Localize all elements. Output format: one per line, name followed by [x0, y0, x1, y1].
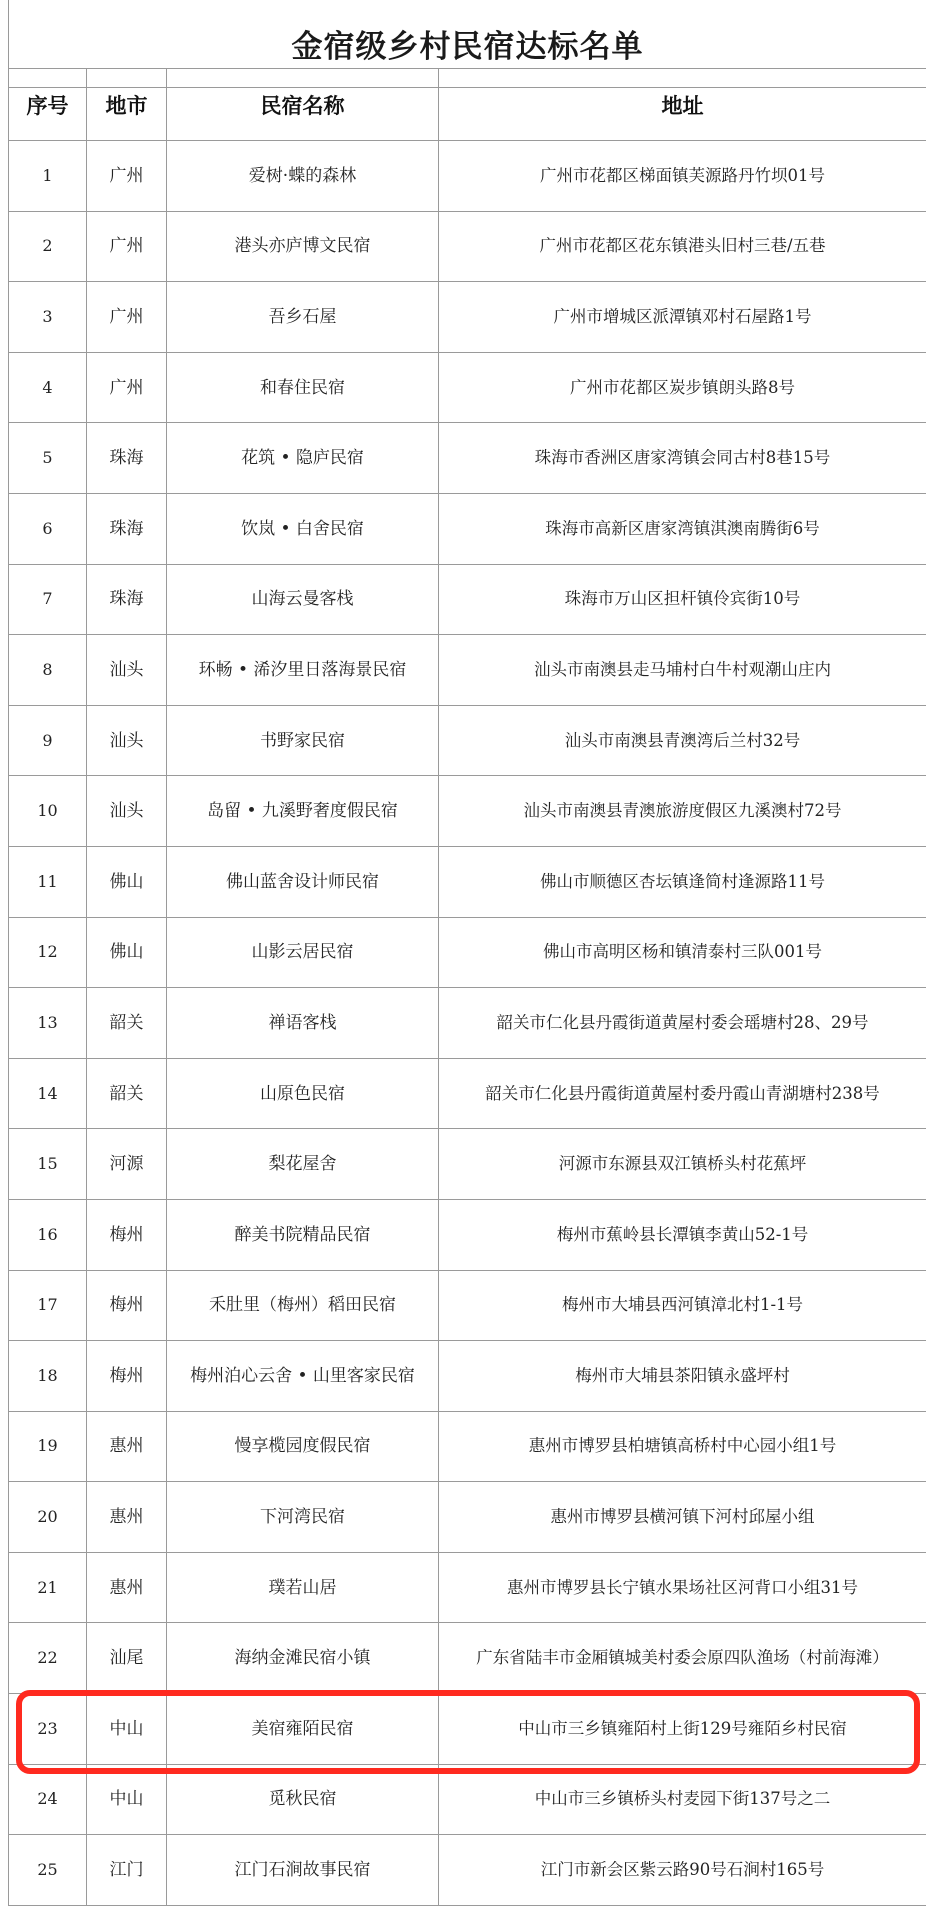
- row-address: 珠海市万山区担杆镇伶宾街10号: [439, 564, 926, 635]
- row-number: 12: [9, 917, 87, 988]
- row-lodging-name: 梨花屋舍: [167, 1129, 439, 1200]
- row-lodging-name: 和春住民宿: [167, 352, 439, 423]
- row-city: 河源: [87, 1129, 167, 1200]
- row-address: 广东省陆丰市金厢镇城美村委会原四队渔场（村前海滩）: [439, 1623, 926, 1694]
- table-row: [9, 635, 926, 706]
- table-row: [9, 423, 926, 494]
- row-city: 珠海: [87, 564, 167, 635]
- row-address: 佛山市顺德区杏坛镇逢简村逢源路11号: [439, 846, 926, 917]
- row-lodging-name: 山原色民宿: [167, 1058, 439, 1129]
- row-address: 韶关市仁化县丹霞街道黄屋村委会瑶塘村28、29号: [439, 988, 926, 1059]
- row-city: 中山: [87, 1764, 167, 1835]
- row-city: 广州: [87, 141, 167, 212]
- table-row: [9, 564, 926, 635]
- row-city: 梅州: [87, 1341, 167, 1412]
- row-address: 韶关市仁化县丹霞街道黄屋村委丹霞山青湖塘村238号: [439, 1058, 926, 1129]
- row-number: 15: [9, 1129, 87, 1200]
- row-address: 中山市三乡镇桥头村麦园下街137号之二: [439, 1764, 926, 1835]
- row-address: 梅州市蕉岭县长潭镇李黄山52-1号: [439, 1199, 926, 1270]
- table-row: [9, 1764, 926, 1835]
- row-lodging-name: 吾乡石屋: [167, 282, 439, 353]
- row-lodging-name: 梅州泊心云舍 • 山里客家民宿: [167, 1341, 439, 1412]
- row-lodging-name: 海纳金滩民宿小镇: [167, 1623, 439, 1694]
- row-number: 20: [9, 1482, 87, 1553]
- table-row: [9, 1411, 926, 1482]
- row-number: 17: [9, 1270, 87, 1341]
- row-lodging-name: 爱树·蝶的森林: [167, 141, 439, 212]
- row-lodging-name: 佛山蓝舍设计师民宿: [167, 846, 439, 917]
- table-header-row: [9, 69, 926, 141]
- row-city: 广州: [87, 211, 167, 282]
- row-number: 24: [9, 1764, 87, 1835]
- row-lodging-name: 江门石涧故事民宿: [167, 1835, 439, 1906]
- table-body: [9, 141, 926, 1906]
- table-row: [9, 493, 926, 564]
- row-lodging-name: 觅秋民宿: [167, 1764, 439, 1835]
- row-lodging-name: 岛留 • 九溪野奢度假民宿: [167, 776, 439, 847]
- row-address: 佛山市高明区杨和镇清泰村三队001号: [439, 917, 926, 988]
- table-row: [9, 211, 926, 282]
- row-lodging-name: 书野家民宿: [167, 705, 439, 776]
- row-lodging-name: 山影云居民宿: [167, 917, 439, 988]
- row-city: 汕头: [87, 635, 167, 706]
- row-city: 梅州: [87, 1199, 167, 1270]
- row-address: 中山市三乡镇雍陌村上街129号雍陌乡村民宿: [439, 1694, 926, 1765]
- row-lodging-name: 璞若山居: [167, 1552, 439, 1623]
- table-row: [9, 1341, 926, 1412]
- table-row: [9, 1694, 926, 1765]
- row-number: 8: [9, 635, 87, 706]
- row-lodging-name: 美宿雍陌民宿: [167, 1694, 439, 1765]
- row-lodging-name: 慢享榄园度假民宿: [167, 1411, 439, 1482]
- row-address: 汕头市南澳县青澳湾后兰村32号: [439, 705, 926, 776]
- row-number: 16: [9, 1199, 87, 1270]
- row-address: 惠州市博罗县横河镇下河村邱屋小组: [439, 1482, 926, 1553]
- row-number: 3: [9, 282, 87, 353]
- row-address: 惠州市博罗县柏塘镇高桥村中心园小组1号: [439, 1411, 926, 1482]
- row-city: 汕尾: [87, 1623, 167, 1694]
- document-title: 金宿级乡村民宿达标名单: [8, 0, 926, 88]
- header-name: 民宿名称: [167, 69, 439, 141]
- row-lodging-name: 禅语客栈: [167, 988, 439, 1059]
- row-address: 梅州市大埔县西河镇漳北村1-1号: [439, 1270, 926, 1341]
- table-row: [9, 1623, 926, 1694]
- row-number: 10: [9, 776, 87, 847]
- table-row: [9, 282, 926, 353]
- row-number: 6: [9, 493, 87, 564]
- table-row: [9, 1835, 926, 1906]
- row-city: 广州: [87, 282, 167, 353]
- row-lodging-name: 港头亦庐博文民宿: [167, 211, 439, 282]
- row-number: 1: [9, 141, 87, 212]
- row-number: 22: [9, 1623, 87, 1694]
- row-number: 4: [9, 352, 87, 423]
- row-city: 韶关: [87, 988, 167, 1059]
- row-address: 梅州市大埔县茶阳镇永盛坪村: [439, 1341, 926, 1412]
- row-city: 中山: [87, 1694, 167, 1765]
- table-row: [9, 1270, 926, 1341]
- row-number: 7: [9, 564, 87, 635]
- row-address: 珠海市香洲区唐家湾镇会同古村8巷15号: [439, 423, 926, 494]
- row-city: 汕头: [87, 705, 167, 776]
- row-number: 5: [9, 423, 87, 494]
- row-number: 19: [9, 1411, 87, 1482]
- row-address: 广州市花都区炭步镇朗头路8号: [439, 352, 926, 423]
- row-city: 珠海: [87, 493, 167, 564]
- row-number: 14: [9, 1058, 87, 1129]
- row-city: 佛山: [87, 846, 167, 917]
- row-number: 23: [9, 1694, 87, 1765]
- row-number: 18: [9, 1341, 87, 1412]
- row-lodging-name: 禾肚里（梅州）稻田民宿: [167, 1270, 439, 1341]
- row-city: 惠州: [87, 1482, 167, 1553]
- row-lodging-name: 环畅 • 浠汐里日落海景民宿: [167, 635, 439, 706]
- header-city: 地市: [87, 69, 167, 141]
- row-number: 25: [9, 1835, 87, 1906]
- table-row: [9, 776, 926, 847]
- row-number: 13: [9, 988, 87, 1059]
- row-lodging-name: 花筑 • 隐庐民宿: [167, 423, 439, 494]
- row-city: 梅州: [87, 1270, 167, 1341]
- row-lodging-name: 下河湾民宿: [167, 1482, 439, 1553]
- row-city: 汕头: [87, 776, 167, 847]
- row-address: 汕头市南澳县走马埔村白牛村观潮山庄内: [439, 635, 926, 706]
- table-row: [9, 705, 926, 776]
- row-city: 佛山: [87, 917, 167, 988]
- row-city: 韶关: [87, 1058, 167, 1129]
- row-number: 21: [9, 1552, 87, 1623]
- row-lodging-name: 醉美书院精品民宿: [167, 1199, 439, 1270]
- row-number: 9: [9, 705, 87, 776]
- header-no: 序号: [9, 69, 87, 141]
- row-address: 河源市东源县双江镇桥头村花蕉坪: [439, 1129, 926, 1200]
- row-city: 惠州: [87, 1411, 167, 1482]
- table-row: [9, 1552, 926, 1623]
- table-row: [9, 1129, 926, 1200]
- row-city: 珠海: [87, 423, 167, 494]
- table-row: [9, 141, 926, 212]
- row-address: 珠海市高新区唐家湾镇淇澳南腾街6号: [439, 493, 926, 564]
- row-address: 汕头市南澳县青澳旅游度假区九溪澳村72号: [439, 776, 926, 847]
- table-row: [9, 1058, 926, 1129]
- table-row: [9, 1199, 926, 1270]
- row-number: 2: [9, 211, 87, 282]
- row-city: 惠州: [87, 1552, 167, 1623]
- row-lodging-name: 山海云曼客栈: [167, 564, 439, 635]
- table-row: [9, 846, 926, 917]
- row-city: 江门: [87, 1835, 167, 1906]
- table-row: [9, 917, 926, 988]
- table-row: [9, 352, 926, 423]
- row-address: 惠州市博罗县长宁镇水果场社区河背口小组31号: [439, 1552, 926, 1623]
- table-row: [9, 988, 926, 1059]
- row-address: 广州市花都区梯面镇芙源路丹竹坝01号: [439, 141, 926, 212]
- row-city: 广州: [87, 352, 167, 423]
- lodging-table: [8, 68, 926, 1906]
- row-lodging-name: 饮岚 • 白舍民宿: [167, 493, 439, 564]
- header-address: 地址: [439, 69, 926, 141]
- row-address: 江门市新会区紫云路90号石涧村165号: [439, 1835, 926, 1906]
- row-address: 广州市花都区花东镇港头旧村三巷/五巷: [439, 211, 926, 282]
- table-row: [9, 1482, 926, 1553]
- row-address: 广州市增城区派潭镇邓村石屋路1号: [439, 282, 926, 353]
- row-number: 11: [9, 846, 87, 917]
